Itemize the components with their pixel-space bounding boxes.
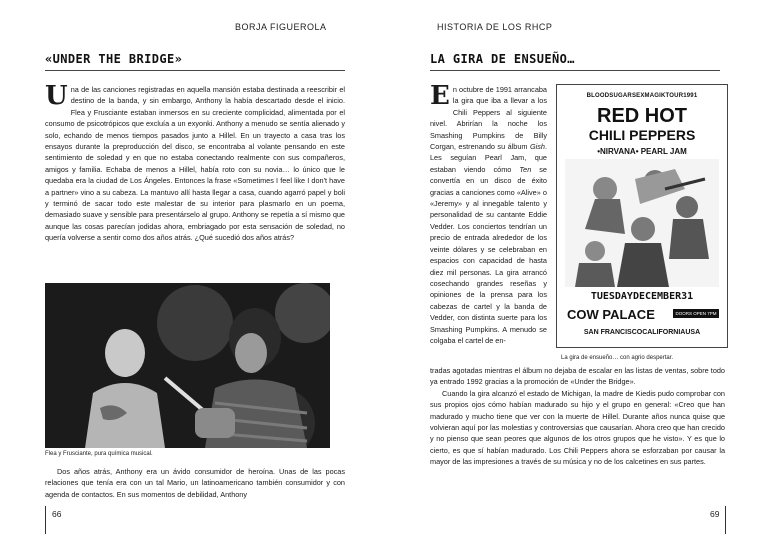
body-column-bottom: [45, 466, 345, 500]
paragraph-tour-continued: tradas agotadas mientras el álbum no dejaba de escalar en las listas de ventas, sobre todo ya entrado 1992 gracias a la promoción de «Under the Bridge».: [430, 366, 725, 387]
tour-poster: [556, 84, 728, 348]
tour-text-c: se convertía en un disco de éxito gracias a canciones como «Alive» o «Jeremy» y al innegable talento y personalidad de su cantante Eddie Vedder. Los conciertos tendrían un precio de entrada alrededor de los veinte dólares y se celebraban en espacios con capacidad de hasta diez mil personas. La gira arrancó cosechando grandes reseñas y opiniones de la prensa para los cabezas de cartel y la banda de Vedder, con distinta suerte para los Smashing Pumpkins. A menudo se colgaba el cartel de en-: [430, 164, 547, 345]
running-head-book-title: HISTORIA DE LOS RHCP: [437, 22, 553, 32]
poster-caption: La gira de ensueño… con agrio despertar.: [561, 355, 674, 361]
drop-cap: U: [45, 81, 68, 111]
drop-cap: E: [430, 81, 450, 111]
flea-frusciante-photo: [45, 283, 330, 448]
right-page: [385, 0, 765, 540]
section-title-la-gira: LA GIRA DE ENSUEÑO…: [430, 52, 575, 66]
tour-text-a: n octubre de 1991 arrancaba la gira que iba a llevar a los Chili Peppers al siguiente nivel. Abrirían la noche los Smashing Pumpkins de Billy Corgan, estrenando su álbum: [430, 85, 547, 152]
body-column-wide: [430, 365, 725, 468]
heading-rule: [45, 70, 345, 71]
running-head-author: BORJA FIGUEROLA: [235, 22, 327, 32]
page-number-right: 69: [710, 509, 720, 519]
concert-photo-illustration: [45, 283, 330, 448]
folio-rule-left: [45, 506, 46, 534]
body-column-top: [45, 81, 345, 244]
section-title-under-the-bridge: «UNDER THE BRIDGE»: [45, 52, 183, 66]
poster-top-line: BLOODSUGARSEXMAGIKTOUR1991: [586, 93, 698, 99]
left-page: [0, 0, 380, 540]
album-gish: Gish: [529, 142, 545, 152]
paragraph-tour: [430, 81, 547, 346]
poster-support-line: •NIRVANA• PEARL JAM: [597, 147, 687, 156]
poster-city-line: SAN FRANCISCOCALIFORNIAUSA: [583, 329, 701, 336]
poster-venue: COW PALACE: [567, 307, 655, 322]
folio-rule-right: [725, 506, 726, 534]
poster-band-illustration: [565, 159, 719, 287]
paragraph-michigan: Cuando la gira alcanzó el estado de Michigan, la madre de Kiedis pudo comprobar con sus propios ojos cómo habían madurado su hijo y el grupo en general: «Creo que han madurado y mucho tiene que ver con la muerte de Hillel. Durante años nunca quise que volvieran aquí por las molestias y controversias que causarían. Ahora creo que han crecido y no pienso que sean peores que algunos de los otros grupos que he visto». Y es que lo cierto, es que sí habían madurado. Los Chili Peppers ahora se esforzaban por causar la mayor de las impresiones a través de su música y no de los calcetines en sus partes.: [430, 388, 725, 467]
body-column-narrow: [430, 81, 547, 346]
photo-caption: Flea y Frusciante, pura química musical.: [45, 451, 153, 457]
poster-date-line: TUESDAYDECEMBER31: [590, 291, 694, 302]
page-number-left: 66: [52, 509, 62, 519]
poster-band-line1: RED HOT: [597, 105, 687, 127]
heading-rule: [430, 70, 720, 71]
poster-venue-note: DOORS OPEN 7PM: [673, 309, 719, 318]
album-ten: Ten: [519, 164, 532, 174]
poster-band-line2: CHILI PEPPERS: [588, 127, 696, 143]
tour-text-b: . Les seguían Pearl Jam, que estaban viendo cómo: [430, 142, 547, 174]
paragraph-1-text: na de las canciones registradas en aquella mansión estaba destinada a reescribir el destino de la banda, y sin embargo, Anthony la había descartado desde el inicio. Flea y Frusciante estaban inmersos en su creciente complicidad, alimentada por el consumo de psicotrópicos que excluía a un exyonki. Anthony a menudo se sentía alienado y solo, echando de menos tiempos pasados junto a Hillel. En un trayecto a casa tras los ensayos durante la preproducción del disco, se encontraba al volante pensando en este sentimiento de soledad y en que no estaba conectando realmente con sus compañeros, amigos y familia. Echaba de menos a Hillel, había roto con su novia… lo único que le quedaba era la ciudad de Los Ángeles. Entonces la frase «Sometimes I feel like I don't have a partner» vino a su cabeza. La mantuvo allí hasta llegar a casa, cuando agarró papel y boli y terminó de sacar todo este malestar de su interior para plasmarlo en un poema, demasiado suave y sensible para presentárselo al grupo. Anthony se repetía a sí mismo que aunque las cosas parecían jodidas ahora, embriagado por esta sensación de soledad, no quería volverse a sentir como dos años atrás. ¿Qué sucedió dos años atrás?: [45, 85, 345, 243]
paragraph-1: [45, 81, 345, 244]
paragraph-2: Dos años atrás, Anthony era un ávido consumidor de heroína. Unas de las pocas relaciones que tenía era con un tal Mario, un latinoamericano también consumidor y con agenda de contactos. En sus momentos de debilidad, Anthony: [45, 467, 345, 499]
